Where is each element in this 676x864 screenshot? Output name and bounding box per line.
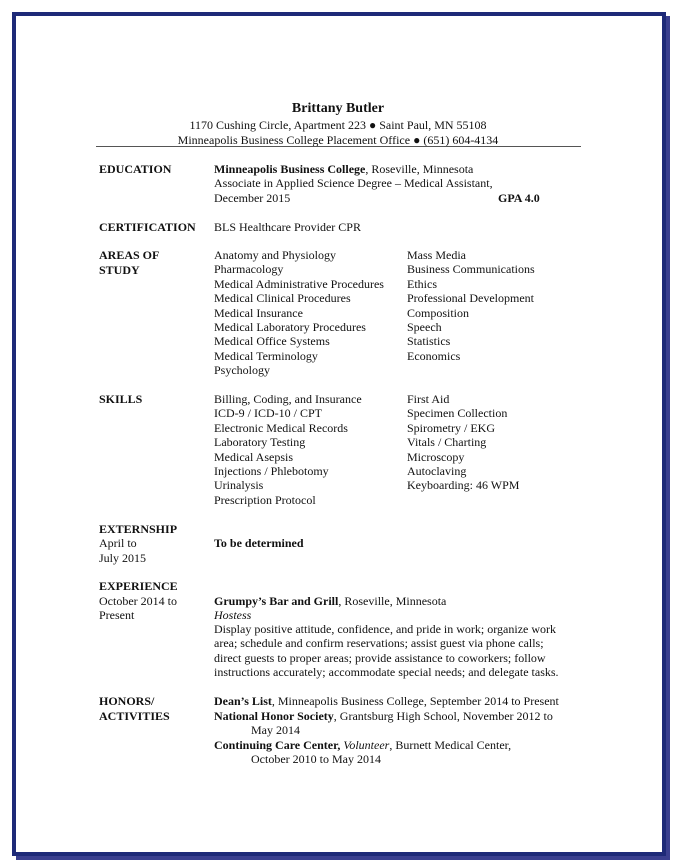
- honors-deans-list: [214, 694, 559, 708]
- experience-title: Hostess: [214, 608, 252, 622]
- list-item: Business Communications: [407, 262, 535, 277]
- honors-label-line1: HONORS/: [99, 694, 155, 708]
- externship-label: EXTERNSHIP: [99, 522, 178, 536]
- areas-label-line1: AREAS OF: [99, 248, 160, 262]
- list-item: Electronic Medical Records: [214, 420, 348, 435]
- deans-list-title: Dean’s List: [214, 694, 272, 708]
- honors-nhs: [214, 709, 553, 723]
- list-item: Prescription Protocol: [214, 492, 316, 507]
- experience-date-line2: Present: [99, 608, 135, 622]
- list-item: Specimen Collection: [407, 406, 508, 421]
- list-item: Professional Development: [407, 291, 534, 306]
- description-line: area; schedule and confirm reservations; assist guest via phone calls;: [214, 636, 544, 651]
- list-item: Injections / Phlebotomy: [214, 463, 329, 478]
- list-item: Medical Asepsis: [214, 449, 293, 464]
- list-item: Medical Terminology: [214, 348, 318, 363]
- skills-left-list: [214, 392, 362, 507]
- areas-right-list: [407, 248, 535, 363]
- nhs-detail: , Grantsburg High School, November 2012 to: [333, 709, 553, 723]
- education-date: December 2015: [214, 191, 291, 205]
- list-item: Anatomy and Physiology: [214, 248, 336, 262]
- education-label: EDUCATION: [99, 162, 172, 176]
- list-item: Laboratory Testing: [214, 435, 306, 450]
- externship-date-line1: April to: [99, 536, 137, 550]
- list-item: Psychology: [214, 363, 271, 378]
- education-gpa: GPA 4.0: [498, 191, 540, 205]
- experience-employer-location: , Roseville, Minnesota: [338, 594, 447, 608]
- deans-list-detail: , Minneapolis Business College, September 2014 to Present: [271, 694, 559, 708]
- list-item: Speech: [407, 319, 442, 334]
- resume-address: 1170 Cushing Circle, Apartment 223 ● Saint Paul, MN 55108: [189, 118, 487, 132]
- list-item: Medical Insurance: [214, 305, 303, 320]
- list-item: Medical Administrative Procedures: [214, 276, 384, 291]
- list-item: Vitals / Charting: [407, 435, 487, 450]
- list-item: Statistics: [407, 334, 451, 349]
- list-item: ICD-9 / ICD-10 / CPT: [214, 406, 322, 421]
- experience-employer-line: [214, 594, 446, 608]
- certification-label: CERTIFICATION: [99, 220, 196, 234]
- skills-label: SKILLS: [99, 392, 143, 406]
- certification-value: BLS Healthcare Provider CPR: [214, 220, 361, 234]
- experience-label: EXPERIENCE: [99, 579, 178, 593]
- list-item: Urinalysis: [214, 478, 264, 493]
- areas-label-line2: STUDY: [99, 263, 140, 277]
- list-item: Economics: [407, 348, 461, 363]
- ccc-date: October 2010 to May 2014: [251, 752, 381, 766]
- externship-value: To be determined: [214, 536, 304, 550]
- list-item: Billing, Coding, and Insurance: [214, 392, 362, 406]
- list-item: Medical Office Systems: [214, 334, 330, 349]
- resume-contact: Minneapolis Business College Placement Office ● (651) 604-4134: [177, 133, 499, 147]
- list-item: Pharmacology: [214, 262, 284, 277]
- list-item: Medical Laboratory Procedures: [214, 319, 366, 334]
- nhs-title: National Honor Society: [214, 709, 334, 723]
- description-line: Display positive attitude, confidence, and pride in work; organize work: [214, 622, 557, 636]
- list-item: Mass Media: [407, 248, 466, 262]
- description-line: instructions accurately; accommodate special needs; and delegate tasks.: [214, 665, 559, 680]
- skills-right-list: [407, 392, 519, 493]
- experience-date-line1: October 2014 to: [99, 594, 177, 608]
- ccc-detail: , Burnett Medical Center,: [389, 738, 512, 752]
- description-line: direct guests to proper areas; provide assistance to coworkers; follow: [214, 650, 546, 665]
- nhs-date: May 2014: [251, 723, 300, 737]
- list-item: Microscopy: [407, 449, 465, 464]
- ccc-title: Continuing Care Center,: [214, 738, 341, 752]
- experience-employer: Grumpy’s Bar and Grill: [214, 594, 339, 608]
- education-school: Minneapolis Business College: [214, 162, 366, 176]
- resume-name: Brittany Butler: [291, 101, 385, 116]
- list-item: Composition: [407, 305, 470, 320]
- experience-description: [214, 622, 559, 680]
- list-item: Medical Clinical Procedures: [214, 291, 351, 306]
- areas-left-list: [214, 248, 384, 378]
- list-item: Spirometry / EKG: [407, 420, 495, 435]
- list-item: Autoclaving: [407, 463, 467, 478]
- ccc-role: Volunteer: [343, 738, 390, 752]
- list-item: First Aid: [407, 392, 450, 406]
- list-item: Ethics: [407, 276, 437, 291]
- education-degree: Associate in Applied Science Degree – Medical Assistant,: [214, 176, 493, 190]
- honors-ccc: [214, 738, 511, 752]
- header-divider: [96, 146, 581, 147]
- education-school-location: , Roseville, Minnesota: [365, 162, 474, 176]
- education-school-line: [214, 162, 473, 176]
- honors-label-line2: ACTIVITIES: [99, 709, 170, 723]
- externship-date-line2: July 2015: [99, 551, 147, 565]
- list-item: Keyboarding: 46 WPM: [407, 478, 520, 493]
